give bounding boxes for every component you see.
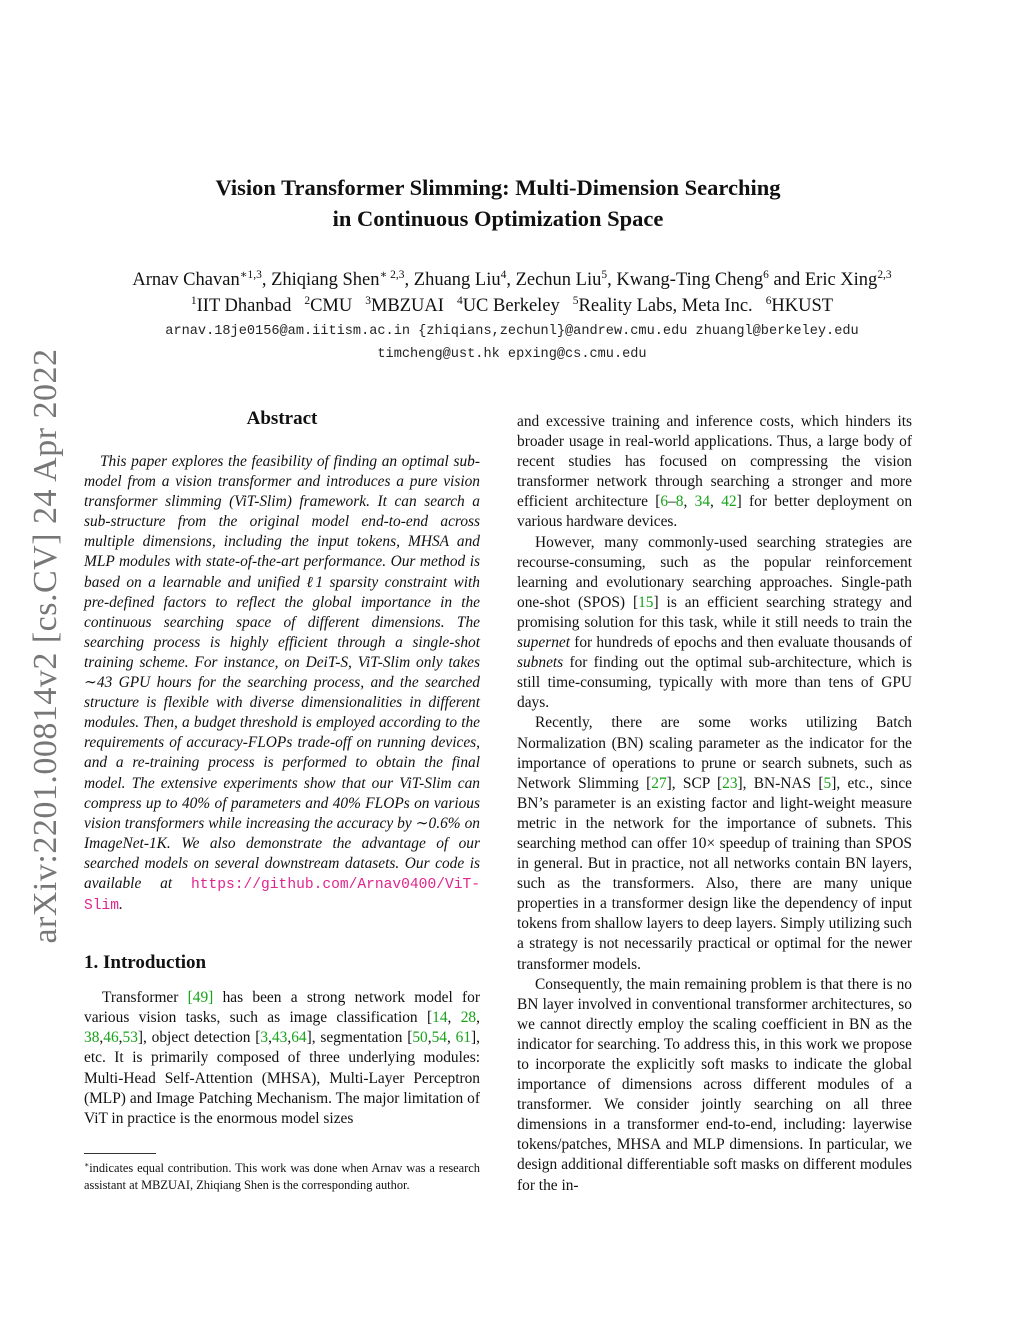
- text-run: ], etc. It is primarily composed of three underlying modules: Multi-Head Self-Attention (MHSA), Multi-Layer Perceptron (MLP) and Image Patching Mechanism. The major limitation of ViT in practice is the enormous model sizes: [84, 1029, 480, 1127]
- text-run: Transformer: [102, 989, 188, 1007]
- author-affiliation-mark: 5: [601, 268, 608, 281]
- title-line-1: Vision Transformer Slimming: Multi-Dimension Searching: [215, 175, 781, 200]
- affiliation: [365, 296, 444, 316]
- footnote: [84, 1160, 480, 1194]
- text-run: ] for better deployment on various hardware devices.: [517, 493, 913, 531]
- body-paragraph: [517, 975, 912, 1196]
- text-run: ,: [476, 1009, 480, 1027]
- author-name: Zhiqiang Shen: [271, 270, 380, 290]
- section-heading-introduction: 1. Introduction: [84, 952, 207, 974]
- citation-link[interactable]: 43: [271, 1029, 288, 1047]
- citation-link[interactable]: 5: [823, 774, 832, 792]
- author-list: [60, 268, 964, 293]
- text-run: ], object detection [: [137, 1029, 261, 1047]
- text-run: Recently, there are some works utilizing Batch Normalization (BN) scaling parameter as the indicator for the importance of operations to prune or search subnets, such as Network Slimming [: [517, 714, 912, 792]
- author-separator: ,: [506, 270, 516, 290]
- text-run: ], SCP [: [666, 774, 723, 792]
- text-run: ], etc., since BN’s parameter is an existing factor and light-weight measure metric in the network for the importance of subnets. This searching method can offer 10× speedup of training than SPOS in general. But in practice, not all networks contain BN layers, such as the transformers. Also, there are many unique properties in a transformer design like the dependency of input tokens from shallow layers to deep layers. Simply utilizing such a strategy is not necessarily practical or optimal for the newer transformer models.: [517, 774, 912, 973]
- citation-link[interactable]: 42: [721, 493, 737, 511]
- citation-link[interactable]: 8: [675, 493, 684, 511]
- abstract-body: This paper explores the feasibility of finding an optimal sub-model from a vision transformer and introduces a pure vision transformer slimming (ViT-Slim) framework. It can search a sub-structure from the original model end-to-end across multiple dimensions, including the input tokens, MHSA and MLP modules with state-of-the-art performance. Our method is based on a learnable and unified ℓ1 sparsity constraint with pre-defined factors to reflect the global importance in the continuous searching space of different dimensions. The searching process is highly efficient through a single-shot training scheme. For instance, on DeiT-S, ViT-Slim only takes ∼43 GPU hours for the searching process, and the searched structure is flexible with diverse dimensionalities in different modules. Then, a budget threshold is employed according to the requirements of accuracy-FLOPs trade-off on running devices, and a re-training process is performed to obtain the final model. The extensive experiments show that our ViT-Slim can compress up to 40% of parameters and 40% FLOPs on various vision transformers while increasing the accuracy by ∼0.6% on ImageNet-1K. We also demonstrate the advantage of our searched models on several downstream datasets. Our code is available at: [84, 453, 480, 892]
- text-run: ,: [268, 1029, 272, 1047]
- author-name: Eric Xing: [804, 270, 878, 290]
- citation-link[interactable]: 23: [722, 774, 738, 792]
- author-affiliation-mark: 2,3: [877, 268, 892, 281]
- citation-link[interactable]: 27: [651, 774, 667, 792]
- citation-link[interactable]: 53: [122, 1029, 138, 1047]
- email-line-2: timcheng@ust.hk epxing@cs.cmu.edu: [377, 347, 647, 362]
- author-separator: and: [768, 270, 805, 290]
- citation-link[interactable]: 54: [431, 1029, 447, 1047]
- abstract-text: This paper explores the feasibility of finding an optimal sub-model from a vision transformer and introduces a pure vision transformer slimming (ViT-Slim) framework. It can search a sub-structure from the original model end-to-end across multiple dimensions, including the input tokens, MHSA and MLP modules with state-of-the-art performance. Our method is based on a learnable and unified ℓ1 sparsity constraint with pre-defined factors to reflect the global importance in the continuous searching space of different dimensions. The searching process is highly efficient through a single-shot training scheme. For instance, on DeiT-S, ViT-Slim only takes ∼43 GPU hours for the searching process, and the searched structure is flexible with diverse dimensionalities in different modules. Then, a budget threshold is employed according to the requirements of accuracy-FLOPs trade-off on running devices, and a re-training process is performed to obtain the final model. The extensive experiments show that our ViT-Slim can compress up to 40% of parameters and 40% FLOPs on various vision transformers while increasing the accuracy by ∼0.6% on ImageNet-1K. We also demonstrate the advantage of our searched models on several downstream datasets. Our code is available at https://github.com/Arnav0400/ViT-Slim.: [84, 453, 480, 915]
- citation-link[interactable]: 38: [84, 1029, 100, 1047]
- author-affiliation-mark: 4: [500, 268, 507, 281]
- affiliation-mark: 3: [365, 294, 371, 307]
- footnote-mark: ∗: [84, 1160, 90, 1170]
- italic-term: supernet: [517, 634, 571, 652]
- citation-link[interactable]: 3: [260, 1029, 269, 1047]
- author-name: Zechun Liu: [515, 270, 602, 290]
- text-run: –: [668, 493, 676, 511]
- citation-link[interactable]: 6: [660, 493, 669, 511]
- text-run: ,: [683, 493, 695, 511]
- citation-link[interactable]: 50: [412, 1029, 428, 1047]
- text-run: ,: [710, 493, 722, 511]
- citation-link[interactable]: 34: [694, 493, 711, 511]
- text-run: for finding out the optimal sub-architecture, which is still time-consuming, typically with more than tens of GPU days.: [517, 654, 912, 712]
- text-run: However, many commonly-used searching strategies are recourse-consuming, such as the popular reinforcement learning and evolutionary searching approaches. Single-path one-shot (SPOS) [: [517, 533, 912, 611]
- affiliation-mark: 2: [304, 294, 311, 307]
- citation-link[interactable]: 64: [291, 1029, 307, 1047]
- text-run: and excessive training and inference costs, which hinders its broader usage in real-world applications. Thus, a large body of recent studies has focused on compressing the vision transformer network through searching a stronger and more efficient architecture [: [517, 413, 912, 511]
- right-column: [517, 412, 912, 1196]
- email-line-1: arnav.18je0156@am.iitism.ac.in {zhiqians,zechunl}@andrew.cmu.edu zhuangl@berkeley.edu: [165, 324, 859, 339]
- author-affiliation-mark: ∗ 2,3: [379, 268, 405, 281]
- affiliation-name: UC Berkeley: [462, 296, 560, 316]
- author-separator: ,: [404, 270, 414, 290]
- text-run: ,: [118, 1029, 123, 1047]
- affiliation: [304, 296, 352, 316]
- text-run: ], segmentation [: [306, 1029, 413, 1047]
- affiliation: [457, 296, 560, 316]
- text-run: ], BN-NAS [: [737, 774, 824, 792]
- title-line-2: in Continuous Optimization Space: [332, 206, 664, 231]
- left-column: [84, 408, 480, 1129]
- affiliation-name: CMU: [310, 296, 353, 316]
- author-name: Arnav Chavan: [132, 270, 240, 290]
- affiliation: [766, 296, 833, 316]
- author-name: Zhuang Liu: [413, 270, 501, 290]
- body-paragraph: [517, 412, 912, 533]
- paper-title: [100, 172, 896, 234]
- text-run: ,: [446, 1029, 456, 1047]
- affiliation-mark: 6: [765, 294, 772, 307]
- citation-link[interactable]: 14: [432, 1009, 448, 1027]
- author-affiliation-mark: ∗1,3: [239, 268, 262, 281]
- affiliation-list: [60, 294, 964, 319]
- body-paragraph: [517, 713, 912, 974]
- author-separator: ,: [607, 270, 617, 290]
- text-run: for hundreds of epochs and then evaluate thousands of: [570, 634, 912, 652]
- body-paragraph: [517, 533, 912, 714]
- text-run: ,: [427, 1029, 432, 1047]
- affiliation: [191, 296, 291, 316]
- italic-term: subnets: [517, 654, 564, 672]
- text-run: ] is an efficient searching strategy and promising solution for this task, while it still needs to train the: [517, 593, 912, 631]
- author-affiliation-mark: 6: [763, 268, 769, 281]
- text-run: ,: [99, 1029, 104, 1047]
- intro-paragraph: [84, 988, 480, 1129]
- citation-link[interactable]: 28: [460, 1009, 477, 1027]
- author-separator: ,: [261, 270, 272, 290]
- citation-link[interactable]: 61: [455, 1029, 472, 1047]
- code-link[interactable]: https://github.com/Arnav0400/ViT-Slim: [84, 876, 480, 915]
- text-run: ,: [287, 1029, 292, 1047]
- affiliation-name: HKUST: [771, 296, 834, 316]
- author-name: Kwang-Ting Cheng: [616, 270, 764, 290]
- affiliation-name: IIT Dhanbad: [196, 296, 292, 316]
- affiliation-mark: 1: [190, 294, 197, 307]
- abstract-heading: Abstract: [246, 408, 318, 429]
- arxiv-identifier: arXiv:2201.00814v2 [cs.CV] 24 Apr 2022: [27, 348, 64, 944]
- text-run: has been a strong network model for various vision tasks, such as image classification [: [84, 989, 480, 1027]
- affiliation-mark: 4: [456, 294, 463, 307]
- affiliation-name: MBZUAI: [370, 296, 444, 316]
- email-list: [60, 320, 964, 366]
- footnote-divider: [84, 1153, 156, 1154]
- affiliation-name: Reality Labs, Meta Inc.: [578, 296, 753, 316]
- text-run: ,: [447, 1009, 461, 1027]
- citation-link[interactable]: 15: [638, 593, 654, 611]
- citation-link[interactable]: 46: [103, 1029, 119, 1047]
- citation-link[interactable]: [49]: [187, 989, 214, 1007]
- affiliation: [573, 296, 753, 316]
- affiliation-mark: 5: [572, 294, 579, 307]
- text-run: Consequently, the main remaining problem is that there is no BN layer involved in conventional transformer architectures, so we cannot directly employ the scaling coefficient in BN as the indicator for searching. To address this, in this work we propose to incorporate the explicitly soft masks to indicate the global importance of dimensions across different modules of a transformer. We consider jointly searching on all three dimensions in a transformer end-to-end, including: layerwise tokens/patches, MHSA and MLP dimensions. In particular, we design additional differentiable soft masks on different modules for the in-: [517, 975, 912, 1194]
- footnote-text: indicates equal contribution. This work was done when Arnav was a research assistant at MBZUAI, Zhiqiang Shen is the corresponding author.: [84, 1161, 480, 1192]
